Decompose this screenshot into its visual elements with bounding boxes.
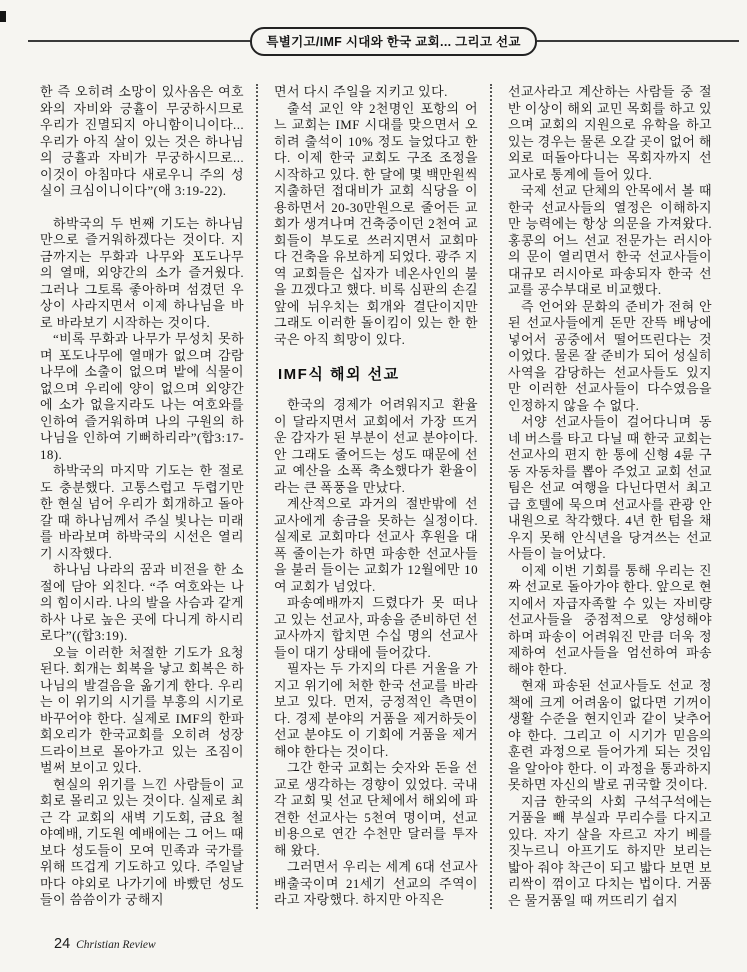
paragraph: “비록 무화과 나무가 무성치 못하며 포도나무에 열매가 없으며 감람나무에 소출이 없으며 밭에 식물이 없으며 우리에 양이 없으며 외양간에 소가 없을지라도 나는 여호와를 인하여 즐거워하며 나의 구원의 하나님을 인하여 기뻐하리라”(합3:17-18). [40,331,244,462]
header-title-box [250,27,536,56]
header-title: 특별기고/IMF 시대와 한국 교회... 그리고 선교 [266,34,521,49]
paragraph: 한 즉 오히려 소망이 있사옴은 여호와의 자비와 긍휼이 무궁하시므로 우리가 진멸되지 아니함이니이다... 우리가 아직 살이 있는 것은 하나님의 긍휼과 자비가 무궁하시므로... 이것이 아침마다 새로우니 주의 성실이 크심이니이다”(애 3:19-22). [40,84,244,198]
paragraph: 출석 교인 약 2천명인 포항의 어느 교회는 IMF 시대를 맞으면서 오히려 출석이 10% 정도 늘었다고 한다. 이제 한국 교회도 구조 조정을 시작하고 있다. 한 달에 몇 백만원씩 지출하던 접대비가 교회 식당을 이용하면서 20-30만원으로 줄어든 교회가 생겨나며 건축중이던 2천여 교회들이 부도로 쓰러지면서 교회마다 건축을 유보하게 되었다. 광주 지역 교회들은 십자가 네온사인의 불을 끄겠다고 했다. 비록 심판의 손길 앞에 뉘우치는 회개와 결단이지만 그래도 이러한 돌이킴이 있는 한 한국은 아직 희망이 있다. [274,100,478,347]
paragraph: 오늘 이러한 처절한 기도가 요청된다. 회개는 회복을 낳고 회복은 하나님의 발걸음을 옮기게 한다. 우리는 이 위기의 시기를 부흥의 시기로 바꾸어야 한다. 실제로 IMF의 한파 회오리가 한국교회를 오히려 성장 드라이브로 몰아가고 있는 조짐이 벌써 보이고 있다. [40,644,244,775]
scan-edge-mark [0,11,6,22]
paragraph: 이제 이번 기회를 통해 우리는 진짜 선교로 돌아가야 한다. 앞으로 현지에서 자급자족할 수 있는 자비량 선교사들을 중점적으로 양성해야 하며 파송이 어려워진 만큼 더욱 정제하여 선교사들을 엄선하여 파송해야 한다. [508,562,712,677]
text-column-1 [40,84,244,909]
page-footer [54,936,156,952]
paragraph: 그간 한국 교회는 숫자와 돈을 선교로 생각하는 경향이 있었다. 국내 각 교회 및 선교 단체에서 해외에 파견한 선교사는 5천여 명이며, 선교 비용으로 연간 수천만 달러를 투자해 왔다. [274,760,478,858]
paragraph: 지금 한국의 사회 구석구석에는 거품을 빼 부실과 무리수를 다지고 있다. 자기 살을 자르고 자기 베를 짓누르니 아프기도 하지만 보리는 밟아 줘야 착근이 되고 밟다 보면 보리싹이 꺾이고 다치는 법이다. 거품은 물거품일 때 꺼뜨리기 쉽지 [508,793,712,908]
paragraph: 현재 파송된 선교사들도 선교 정책에 크게 어려움이 없다면 기꺼이 생활 수준을 현지인과 같이 낮추어야 한다. 그리고 이 시기가 믿음의 훈련 과정으로 들어가게 되는 것임을 알아야 한다. 이 과정을 통과하지 못하면 자신의 발로 귀국할 것이다. [508,678,712,792]
text-column-2 [256,84,478,909]
paragraph: 면서 다시 주일을 지키고 있다. [274,84,448,99]
paragraph: 선교사라고 계산하는 사람들 중 절반 이상이 해외 교민 목회를 하고 있으며 교회의 지원으로 유학을 하고 있는 경우는 물론 오갈 곳이 없어 해외로 떠돌아다니는 목회자까지 선교사로 통계에 들어 있다. [508,84,712,182]
paragraph: 하박국의 마지막 기도는 한 절로도 충분했다. 고통스럽고 두렵기만 한 현실 넘어 우리가 회개하고 돌아갈 때 하나님께서 주실 빛나는 미래를 바라보며 하박국의 시선은 열리기 시작했다. [40,463,244,561]
section-heading: IMF식 해외 선교 [278,366,400,383]
article-body [40,84,712,909]
paragraph: 파송예배까지 드렸다가 못 떠나고 있는 선교사, 파송을 준비하던 선교사까지 합치면 수십 명의 선교사들이 대기 상태에 들어갔다. [274,595,478,660]
header-rule-left [28,40,250,42]
header-rule-right [537,40,739,42]
paragraph: 국제 선교 단체의 안목에서 볼 때 한국 선교사들의 열정은 이해하지만 능력에는 항상 의문을 가져왔다. 홍콩의 어느 선교 전문가는 러시아의 문이 열리면서 한국 선교사들이 대규모 러시아로 파송되자 한국 선교를 공수부대로 비교했다. [508,183,712,297]
journal-name: Christian Review [76,939,156,951]
paragraph: 하나님 나라의 꿈과 비전을 한 소절에 담아 외친다. “주 여호와는 나의 힘이시라. 나의 발을 사슴과 같게 하사 나로 높은 곳에 다니게 하시리로다”((합3:19). [40,562,244,643]
page-header [28,28,739,54]
paragraph: 한국의 경제가 어려워지고 환율이 달라지면서 교회에서 가장 뜨거운 감자가 된 부분이 선교 분야이다. 안 그래도 줄어드는 성도 때문에 선교 예산을 소폭 축소했다가 환율이라는 큰 폭풍을 만났다. [274,397,478,495]
paragraph: 하박국의 두 번째 기도는 하나님만으로 즐거워하겠다는 것이다. 지금까지는 무화과 나무와 포도나무의 열매, 외양간의 소가 즐거웠다. 그러나 그토록 좋아하며 섬겼던 우상이 사라지면서 이제 하나님을 바로 바라보기 시작하는 것이다. [40,215,244,330]
paragraph: 즉 언어와 문화의 준비가 전혀 안된 선교사들에게 돈만 잔뜩 배낭에 넣어서 공중에서 떨어뜨린다는 것이었다. 물론 잘 준비가 되어 성실히 사역을 감당하는 선교사들도 있지만 이러한 선교사들이 다수였음을 인정하지 않을 수 없다. [508,298,712,413]
page-number: 24 [54,936,71,952]
paragraph: 서양 선교사들이 걸어다니며 동네 버스를 타고 다닐 때 한국 교회는 선교사의 편지 한 통에 신형 4륜 구동 자동차를 뽑아 주었고 교회 선교 팀은 선교 여행을 다닌다면서 최고급 호텔에 묵으며 선교사를 관광 안내원으로 착각했다. 4년 한 텀을 채우지 못해 안식년을 당겨쓰는 선교사들이 늘어났다. [508,414,712,561]
paragraph: 현실의 위기를 느낀 사람들이 교회로 몰리고 있는 것이다. 실제로 최근 각 교회의 새벽 기도회, 금요 철야예배, 기도원 예배에는 그 어느 때보다 성도들이 모여 민족과 국가를 위해 뜨겁게 기도하고 있다. 주일날마다 야외로 나가기에 바빴던 성도들이 씀씀이가 궁해지 [40,776,244,907]
text-column-3 [490,84,712,909]
paragraph: 필자는 두 가지의 다른 거울을 가지고 위기에 처한 한국 선교를 바라보고 있다. 먼저, 긍정적인 측면이다. 경제 분야의 거품을 제거하듯이 선교 분야도 이 기회에 거품을 제거해야 한다는 것이다. [274,661,478,759]
paragraph: 계산적으로 과거의 절반밖에 선교사에게 송금을 못하는 실정이다. 실제로 교회마다 선교사 후원을 대폭 줄이는가 하면 파송한 선교사들을 불러 들이는 교회가 12월에만 10여 교회가 넘었다. [274,496,478,594]
paragraph: 그러면서 우리는 세계 6대 선교사 배출국이며 21세기 선교의 주역이라고 자랑했다. 하지만 아직은 [274,859,478,907]
